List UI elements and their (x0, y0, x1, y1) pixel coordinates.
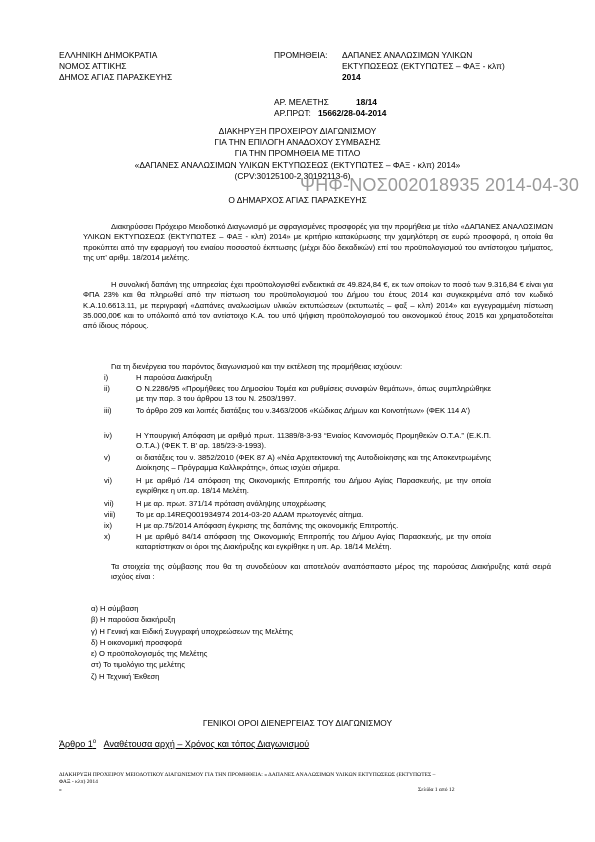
paragraph-applicable: Για τη διενέργεια του παρόντος διαγωνισμού και την εκτέλεση της προμήθειας ισχύουν: (111, 362, 403, 371)
contract-item: β) Η παρούσα διακήρυξη (91, 615, 176, 625)
protocol-label: ΑΡ.ΠΡΩΤ: (274, 108, 311, 118)
contract-item: δ) Η οικονομική προσφορά (91, 637, 182, 647)
article-1-title: Αναθέτουσα αρχή – Χρόνος και τόπος Διαγωνισμού (103, 739, 310, 749)
contract-item: ε) Ο προϋπολογισμός της Μελέτης (91, 649, 208, 659)
procurement-label: ΠΡΟΜΗΘΕΙΑ: (274, 50, 328, 60)
procurement-line-1: ΔΑΠΑΝΕΣ ΑΝΑΛΩΣΙΜΩΝ ΥΛΙΚΩΝ (342, 50, 473, 60)
protocol-value: 15662/28-04-2014 (318, 108, 387, 118)
procurement-line-3: 2014 (342, 72, 361, 82)
issuer-line-3: ΔΗΜΟΣ ΑΓΙΑΣ ΠΑΡΑΣΚΕΥΗΣ (59, 72, 173, 82)
title-line-1: ΔΙΑΚΗΡΥΞΗ ΠΡΟΧΕΙΡΟΥ ΔΙΑΓΩΝΙΣΜΟΥ (218, 126, 377, 136)
issuer-line-1: ΕΛΛΗΝΙΚΗ ΔΗΜΟΚΡΑΤΙΑ (59, 50, 158, 60)
paragraph-contract-elements: Τα στοιχεία της σύμβασης που θα τη συνοδεύουν και αποτελούν αναπόσπαστο μέρος της παρούσας Διακήρυξης κατά σειρά ισχύος είναι : (111, 562, 551, 582)
mayor-line: Ο ΔΗΜΑΡΧΟΣ ΑΓΙΑΣ ΠΑΡΑΣΚΕΥΗΣ (228, 195, 367, 205)
general-terms-heading: ΓΕΝΙΚΟΙ ΟΡΟΙ ΔΙΕΝΕΡΓΕΙΑΣ ΤΟΥ ΔΙΑΓΩΝΙΣΜΟΥ (202, 718, 393, 728)
contract-item: γ) Η Γενική και Ειδική Συγγραφή υποχρεώσεων της Μελέτης (91, 626, 293, 636)
procurement-line-2: ΕΚΤΥΠΩΣΕΩΣ (ΕΚΤΥΠΩΤΕΣ – ΦΑΞ - κλπ) (342, 61, 505, 71)
footer-line-2: ΦΑΞ - κλπ) 2014 (59, 779, 98, 785)
issuer-line-2: ΝΟΜΟΣ ΑΤΤΙΚΗΣ (59, 61, 127, 71)
title-line-2: ΓΙΑ ΤΗΝ ΕΠΙΛΟΓΗ ΑΝΑΔΟΧΟΥ ΣΥΜΒΑΣΗΣ (214, 137, 381, 147)
article-1-number: Άρθρο $1^o$ (59, 739, 97, 749)
paragraph-budget: Η συνολική δαπάνη της υπηρεσίας έχει προϋπολογισθεί ενδεικτικά σε 49.824,84 €, εκ των οποίων το ποσό των 9.316,84 € είναι για ΦΠΑ 23% και θα πληρωθεί από την πίστωση του προϋπολογισμού του Δήμου του έτους 2014 και συγκεκριμένα από τον κωδικό Κ.Α.10.6613.11, με περιγραφή «Δαπάνες αναλωσίμων υλικών εκτυπώσεων (εκτυπωτές – φαξ – κλπ) 2014» και εγγεγραμμένη πίστωση 35.000,00€ και το υπόλοιπό από τον αντίστοιχο Κ.Α. του υπό ψήφιση προϋπολογισμού του οικονομικού έτους 2015 και χρηματοδοτείται από ίδιους πόρους. (83, 280, 553, 331)
contract-items-list (91, 603, 293, 682)
study-value: 18/14 (356, 97, 377, 107)
title-line-4: «ΔΑΠΑΝΕΣ ΑΝΑΛΩΣΙΜΩΝ ΥΛΙΚΩΝ ΕΚΤΥΠΩΣΕΩΣ (ΕΚΤΥΠΩΤΕΣ – ΦΑΞ - κλπ) 2014» (134, 160, 461, 170)
footer-line-1: ΔΙΑΚΗΡΥΞΗ ΠΡΟΧΕΙΡΟΥ ΜΕΙΟΔΟΤΙΚΟΥ ΔΙΑΓΩΝΙΣΜΟΥ ΓΙΑ ΤΗΝ ΠΡΟΜΗΘΕΙΑ: « ΔΑΠΑΝΕΣ ΑΝΑΛΩΣΙΜΩΝ ΥΛΙΚΩΝ ΕΚΤΥΠΩΣΕΩΣ (ΕΚΤΥΠΩΤΕΣ – (59, 772, 436, 778)
footer-page-number: Σελίδα 1 από 12 (418, 787, 455, 793)
study-label: ΑΡ. ΜΕΛΕΤΗΣ (274, 97, 329, 107)
issuer-block (59, 50, 172, 83)
title-line-3: ΓΙΑ ΤΗΝ ΠΡΟΜΗΘΕΙΑ ΜΕ ΤΙΤΛΟ (234, 148, 361, 158)
ada-watermark: ΨΗΦ-ΝΟΣ002018935 2014-04-30 (300, 175, 580, 195)
title-cpv: (CPV:30125100-2,30192113-6) (234, 171, 351, 181)
footer-line-3: » (59, 787, 62, 793)
contract-item: α) Η σύμβαση (91, 604, 139, 613)
article-1-heading (59, 739, 309, 749)
paragraph-announcement: Διακηρύσσει Πρόχειρο Μειοδοτικό Διαγωνισμό με σφραγισμένες προσφορές για την προμήθεια με τίτλο «ΔΑΠΑΝΕΣ ΑΝΑΛΩΣΙΜΩΝ ΥΛΙΚΩΝ ΕΚΤΥΠΩΣΕΩΣ (ΕΚΤΥΠΩΤΕΣ – ΦΑΞ - κλπ) 2014» με κριτήριο κατακύρωσης την χαμηλότερη σε ευρώ προσφορά, η οποία θα προκύπτει από την εφαρμογή του ενιαίου ποσοστού έκπτωσης (μέχρι δύο δεκαδικών) επί του προϋπολογισμού του αντίστοιχου τμήματος, της υπ' αριθμ. 18/2014 μελέτης. (83, 222, 553, 262)
contract-item: ζ) Η Τεχνική Έκθεση (91, 671, 160, 681)
contract-item: στ) Το τιμολόγιο της μελέτης (91, 660, 186, 670)
